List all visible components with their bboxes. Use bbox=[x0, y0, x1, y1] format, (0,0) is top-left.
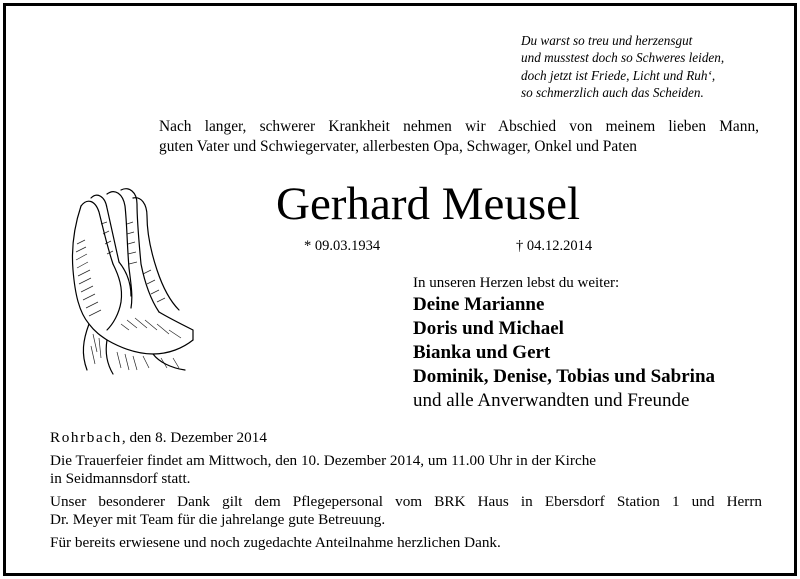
funeral-line: in Seidmannsdorf statt. bbox=[50, 470, 191, 488]
place-name: Rohrbach bbox=[50, 429, 122, 446]
closing-line: Für bereits erwiesene und noch zugedachte Anteilnahme herzlichen Dank. bbox=[50, 533, 501, 551]
mourner-name: Doris und Michael bbox=[413, 318, 564, 339]
notice-date: , den 8. Dezember 2014 bbox=[121, 429, 267, 446]
funeral-info bbox=[50, 452, 762, 489]
mourner-name: Dominik, Denise, Tobias und Sabrina bbox=[413, 366, 716, 387]
poem-line: doch jetzt ist Friede, Licht und Ruh‘, bbox=[521, 67, 716, 83]
birth-date: * 09.03.1934 bbox=[304, 238, 381, 254]
poem-line: und musstest doch so Schweres leiden, bbox=[521, 50, 725, 66]
thanks-line: Unser besonderer Dank gilt dem Pflegepersonal vom BRK Haus in Ebersdorf Station 1 und Herrn bbox=[50, 492, 762, 510]
mourners-block bbox=[413, 273, 773, 413]
mourner-name: Bianka und Gert bbox=[413, 342, 551, 363]
praying-hands-icon bbox=[61, 184, 201, 379]
intro-line: guten Vater und Schwiegervater, allerbesten Opa, Schwager, Onkel und Paten bbox=[159, 138, 638, 155]
poem-line: so schmerzlich auch das Scheiden. bbox=[521, 84, 704, 100]
intro-line: Nach langer, schwerer Krankheit nehmen wir Abschied von meinem lieben Mann, bbox=[159, 118, 759, 135]
death-date: † 04.12.2014 bbox=[516, 238, 593, 254]
intro-text bbox=[159, 117, 759, 157]
funeral-line: Die Trauerfeier findet am Mittwoch, den 10. Dezember 2014, um 11.00 Uhr in der Kirche bbox=[50, 451, 597, 469]
poem bbox=[521, 32, 781, 101]
deceased-name: Gerhard Meusel bbox=[276, 178, 581, 230]
place-date-line bbox=[50, 429, 762, 448]
obituary-notice bbox=[3, 3, 797, 576]
thanks-info bbox=[50, 493, 762, 530]
mourners-rest: und alle Anverwandten und Freunde bbox=[413, 390, 690, 411]
mourners-lead: In unseren Herzen lebst du weiter: bbox=[413, 275, 620, 291]
mourner-name: Deine Marianne bbox=[413, 294, 545, 315]
poem-line: Du warst so treu und herzensgut bbox=[521, 33, 693, 48]
thanks-line: Dr. Meyer mit Team für die jahrelange gute Betreuung. bbox=[50, 511, 386, 529]
footer-text bbox=[50, 429, 762, 557]
